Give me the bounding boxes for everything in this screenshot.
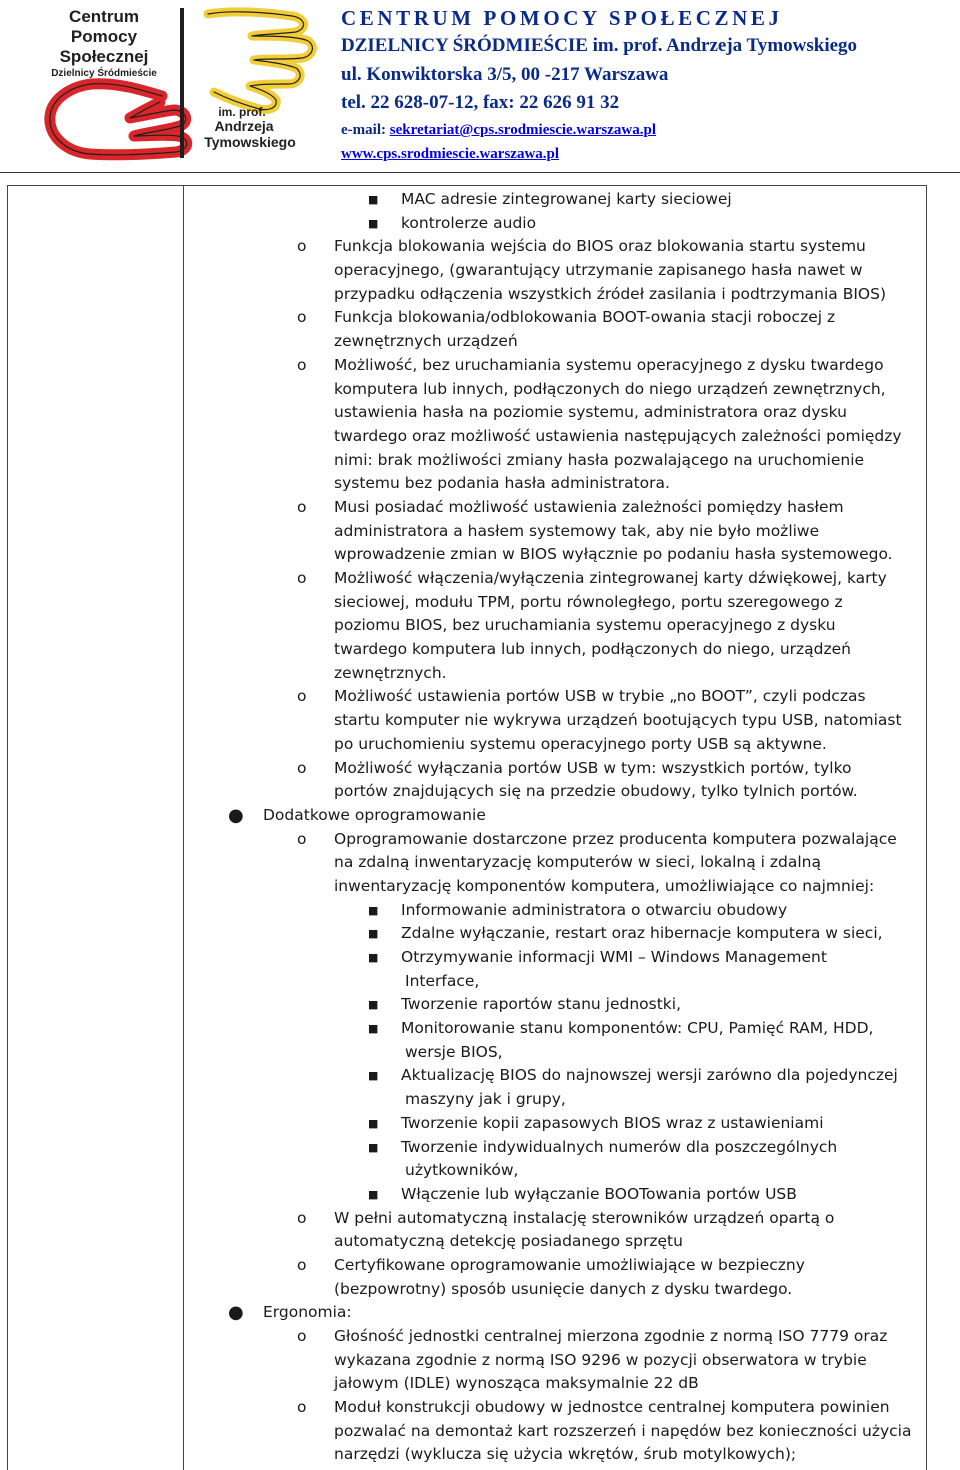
list-line-text: Funkcja blokowania wejścia do BIOS oraz blokowania startu systemu — [334, 237, 866, 256]
list-line — [0, 993, 960, 1017]
list-line-text: Zdalne wyłączanie, restart oraz hibernacje komputera w sieci, — [401, 924, 883, 943]
logo-divider — [180, 8, 184, 158]
circle-bullet-icon: o — [297, 1398, 307, 1417]
circle-bullet-icon: o — [297, 569, 307, 587]
list-line-text: Musi posiadać możliwość ustawienia zależności pomiędzy hasłem — [334, 497, 844, 516]
list-line — [0, 1420, 960, 1444]
list-line-text: wprowadzenie zmian w BIOS wyłącznie po podaniu hasła systemowego. — [334, 545, 893, 564]
logo-name-line-1: Centrum — [69, 7, 139, 26]
yellow-hand-icon — [208, 12, 312, 110]
org-name-line: CENTRUM POMOCY SPOŁECZNEJ — [341, 6, 783, 30]
list-line — [0, 283, 960, 307]
list-line-text: zewnętrznych urządzeń — [334, 332, 518, 351]
list-line — [0, 685, 960, 709]
circle-bullet-icon: o — [297, 1208, 307, 1227]
list-line — [0, 899, 960, 923]
list-line — [0, 235, 960, 259]
list-line-text: ustawienia hasła na poziomie systemu, administratora oraz dysku — [334, 403, 847, 422]
list-line-text: Tworzenie indywidualnych numerów dla poszczególnych — [401, 1137, 838, 1156]
list-line — [0, 591, 960, 615]
list-line-text: startu komputer nie wykrywa urządzeń bootujących typu USB, natomiast — [334, 711, 902, 730]
list-line-text: Tworzenie kopii zapasowych BIOS wraz z ustawieniami — [401, 1113, 824, 1132]
email-line — [341, 117, 956, 143]
circle-bullet-icon: o — [297, 497, 307, 516]
list-line — [0, 709, 960, 733]
list-line-text: operacyjnego, (gwarantujący utrzymanie zapisanego hasła nawet w — [334, 261, 863, 280]
list-line-text: Funkcja blokowania/odblokowania BOOT-owania stacji roboczej z — [334, 308, 836, 327]
list-line — [0, 543, 960, 567]
list-line-text: inwentaryzację komponentów komputera, umożliwiające co najmniej: — [334, 876, 875, 895]
email-link[interactable]: sekretariat@cps.srodmiescie.warszawa.pl — [389, 122, 657, 138]
list-line — [0, 378, 960, 402]
list-line-text: jałowym (IDLE) wynosząca maksymalnie 22 dB — [334, 1374, 699, 1393]
circle-bullet-icon: o — [297, 237, 307, 256]
list-line — [0, 733, 960, 757]
website-line — [341, 143, 956, 165]
list-line — [0, 212, 960, 236]
logo-graphic — [30, 4, 330, 164]
list-line-text: użytkowników, — [405, 1161, 519, 1180]
list-line — [0, 1301, 960, 1325]
list-line-text: Możliwość wyłączania portów USB w tym: wszystkich portów, tylko — [334, 758, 852, 777]
list-line — [0, 449, 960, 473]
list-line-text: kontrolerze audio — [401, 213, 537, 232]
list-line-text: Dodatkowe oprogramowanie — [263, 805, 486, 824]
email-label: e-mail: — [341, 122, 390, 138]
list-line-text: Monitorowanie stanu komponentów: CPU, Pamięć RAM, HDD, — [401, 1019, 874, 1038]
list-line-text: Moduł konstrukcji obudowy w jednostce centralnej komputera powinien — [334, 1398, 890, 1417]
list-line — [0, 1017, 960, 1041]
list-line — [0, 567, 960, 591]
list-line-text: Otrzymywanie informacji WMI – Windows Management — [401, 948, 827, 966]
square-bullet-icon: ■ — [368, 1140, 379, 1154]
circle-bullet-icon: o — [297, 1255, 307, 1274]
square-bullet-icon: ■ — [368, 216, 379, 230]
circle-bullet-icon: o — [297, 687, 307, 706]
list-line-text: systemu bez podania hasła administratora. — [334, 474, 670, 493]
list-line — [0, 851, 960, 875]
list-line — [0, 757, 960, 781]
logo-patron-line-1: im. prof. — [218, 105, 266, 119]
header-divider — [0, 172, 960, 173]
address-line: ul. Konwiktorska 3/5, 00 -217 Warszawa — [341, 64, 669, 85]
list-line-text: twardego oraz możliwość ustawienia następujących zależności pomiędzy — [334, 426, 902, 445]
list-line — [0, 1254, 960, 1278]
bullet-bullet-icon: ● — [228, 1302, 244, 1324]
list-line-text: twardego komputera lub innych, podłączonych do niego, urządzeń — [334, 640, 852, 659]
list-line — [0, 1064, 960, 1088]
square-bullet-icon: ■ — [368, 1187, 379, 1201]
circle-bullet-icon: o — [297, 758, 307, 777]
list-line — [0, 1136, 960, 1160]
phone-fax-line: tel. 22 628-07-12, fax: 22 626 91 32 — [341, 92, 620, 113]
list-line-text: W pełni automatyczną instalację sterowników urządzeń opartą o — [334, 1208, 835, 1227]
list-line — [0, 662, 960, 686]
list-line-text: na zdalną inwentaryzację komputerów w sieci, lokalną i zdalną — [334, 853, 821, 872]
list-line-text: Włączenie lub wyłączanie BOOTowania portów USB — [401, 1184, 797, 1203]
list-line-text: (bezpowrotny) sposób usunięcie danych z dysku twardego. — [334, 1279, 793, 1298]
square-bullet-icon: ■ — [368, 951, 379, 964]
circle-bullet-icon: o — [297, 829, 307, 848]
list-line-text: wykazana zgodnie z normą ISO 9296 w pozycji obserwatora w trybie — [334, 1350, 867, 1369]
list-line-text: Ergonomia: — [263, 1303, 352, 1322]
list-line-text: Możliwość, bez uruchamiania systemu operacyjnego z dysku twardego — [334, 355, 884, 374]
list-line — [0, 780, 960, 804]
list-line-text: narzędzi (wyklucza się użycia wkrętów, śrub motylkowych); — [334, 1445, 797, 1464]
list-line-text: automatyczną detekcję posiadanego sprzętu — [334, 1232, 683, 1251]
list-line-text: portów znajdujących się na przedzie obudowy, tylko tylnich portów. — [334, 782, 858, 801]
list-line — [0, 306, 960, 330]
circle-bullet-icon: o — [297, 1327, 307, 1345]
circle-bullet-icon: o — [297, 355, 307, 374]
list-line — [0, 946, 960, 970]
list-line-text: zewnętrznych. — [334, 663, 447, 682]
logo-name-line-3: Społecznej — [59, 47, 149, 66]
list-line — [0, 401, 960, 425]
list-line — [0, 1349, 960, 1373]
list-line — [0, 875, 960, 899]
list-line-text: po uruchomieniu systemu operacyjnego porty USB są aktywne. — [334, 734, 827, 753]
list-line-text: Możliwość ustawienia portów USB w trybie „no BOOT”, czyli podczas — [334, 687, 866, 706]
list-line — [0, 1278, 960, 1302]
list-line — [0, 638, 960, 662]
list-line — [0, 1230, 960, 1254]
list-line — [0, 1041, 960, 1065]
list-line-text: Głośność jednostki centralnej mierzona zgodnie z normą ISO 7779 oraz — [334, 1327, 888, 1345]
list-line — [0, 828, 960, 852]
list-line — [0, 804, 960, 828]
website-link[interactable]: www.cps.srodmiescie.warszawa.pl — [341, 146, 560, 162]
list-line — [0, 496, 960, 520]
list-line-text: pozwalać na demontaż kart rozszerzeń i napędów bez konieczności użycia — [334, 1421, 912, 1440]
list-line — [0, 330, 960, 354]
logo-name-line-4: Dzielnicy Śródmieście — [51, 68, 157, 79]
list-line-text: Tworzenie raportów stanu jednostki, — [401, 995, 682, 1014]
table-top-border — [7, 185, 927, 186]
list-line — [0, 1207, 960, 1231]
list-line — [0, 472, 960, 496]
list-line-text: maszyny jak i grupy, — [405, 1090, 566, 1109]
list-line — [0, 1372, 960, 1396]
list-line-text: Oprogramowanie dostarczone przez producenta komputera pozwalające — [334, 829, 897, 848]
list-line — [0, 614, 960, 638]
list-line-text: Aktualizację BIOS do najnowszej wersji zarówno dla pojedynczej — [401, 1066, 898, 1085]
square-bullet-icon: ■ — [368, 1022, 379, 1036]
logo-name-line-2: Pomocy — [70, 27, 138, 46]
header-address-block — [341, 4, 956, 165]
list-line-text: MAC adresie zintegrowanej karty sieciowej — [401, 190, 732, 208]
bullet-bullet-icon: ● — [228, 804, 244, 826]
red-hand-icon — [50, 84, 187, 155]
list-line — [0, 1183, 960, 1207]
list-line-text: Informowanie administratora o otwarciu obudowy — [401, 900, 788, 919]
list-line-text: Możliwość włączenia/wyłączenia zintegrowanej karty dźwiękowej, karty — [334, 569, 887, 587]
list-line-text: sieciowej, modułu TPM, portu równoległego, portu szeregowego z — [334, 592, 843, 611]
square-bullet-icon: ■ — [368, 1069, 379, 1083]
district-patron-line: DZIELNICY ŚRÓDMIEŚCIE im. prof. Andrzeja Tymowskiego — [341, 35, 858, 56]
logo-patron-line-2: Andrzeja — [214, 118, 274, 134]
square-bullet-icon: ■ — [368, 193, 379, 206]
list-line-text: komputera lub innych, podłączonych do niego urządzeń zewnętrznych, — [334, 379, 886, 398]
list-line-text: Interface, — [405, 971, 480, 990]
list-line — [0, 922, 960, 946]
square-bullet-icon: ■ — [368, 903, 379, 917]
square-bullet-icon: ■ — [368, 998, 379, 1012]
cps-logo — [30, 4, 330, 164]
list-line-text: Certyfikowane oprogramowanie umożliwiające w bezpieczny — [334, 1255, 805, 1274]
list-line — [0, 970, 960, 994]
list-line — [0, 259, 960, 283]
logo-patron-line-3: Tymowskiego — [204, 134, 296, 150]
square-bullet-icon: ■ — [368, 1116, 379, 1130]
list-line — [0, 1088, 960, 1112]
list-line — [0, 1325, 960, 1349]
list-line — [0, 425, 960, 449]
specification-list — [0, 188, 960, 1467]
list-line-text: przypadku odłączenia wszystkich źródeł zasilania i podtrzymania BIOS) — [334, 284, 887, 303]
list-line-text: nimi: brak możliwości zmiany hasła pozwalającego na uruchomienie — [334, 450, 865, 469]
list-line-text: administratora a hasłem systemowy tak, aby nie było możliwe — [334, 521, 820, 540]
list-line — [0, 520, 960, 544]
list-line-text: poziomu BIOS, bez uruchamiania systemu operacyjnego z dysku — [334, 616, 836, 635]
square-bullet-icon: ■ — [368, 927, 379, 941]
list-line — [0, 1112, 960, 1136]
circle-bullet-icon: o — [297, 308, 307, 327]
list-line — [0, 1396, 960, 1420]
list-line-text: wersje BIOS, — [405, 1042, 503, 1061]
list-line — [0, 354, 960, 378]
list-line — [0, 1159, 960, 1183]
list-line — [0, 188, 960, 212]
list-line — [0, 1443, 960, 1467]
